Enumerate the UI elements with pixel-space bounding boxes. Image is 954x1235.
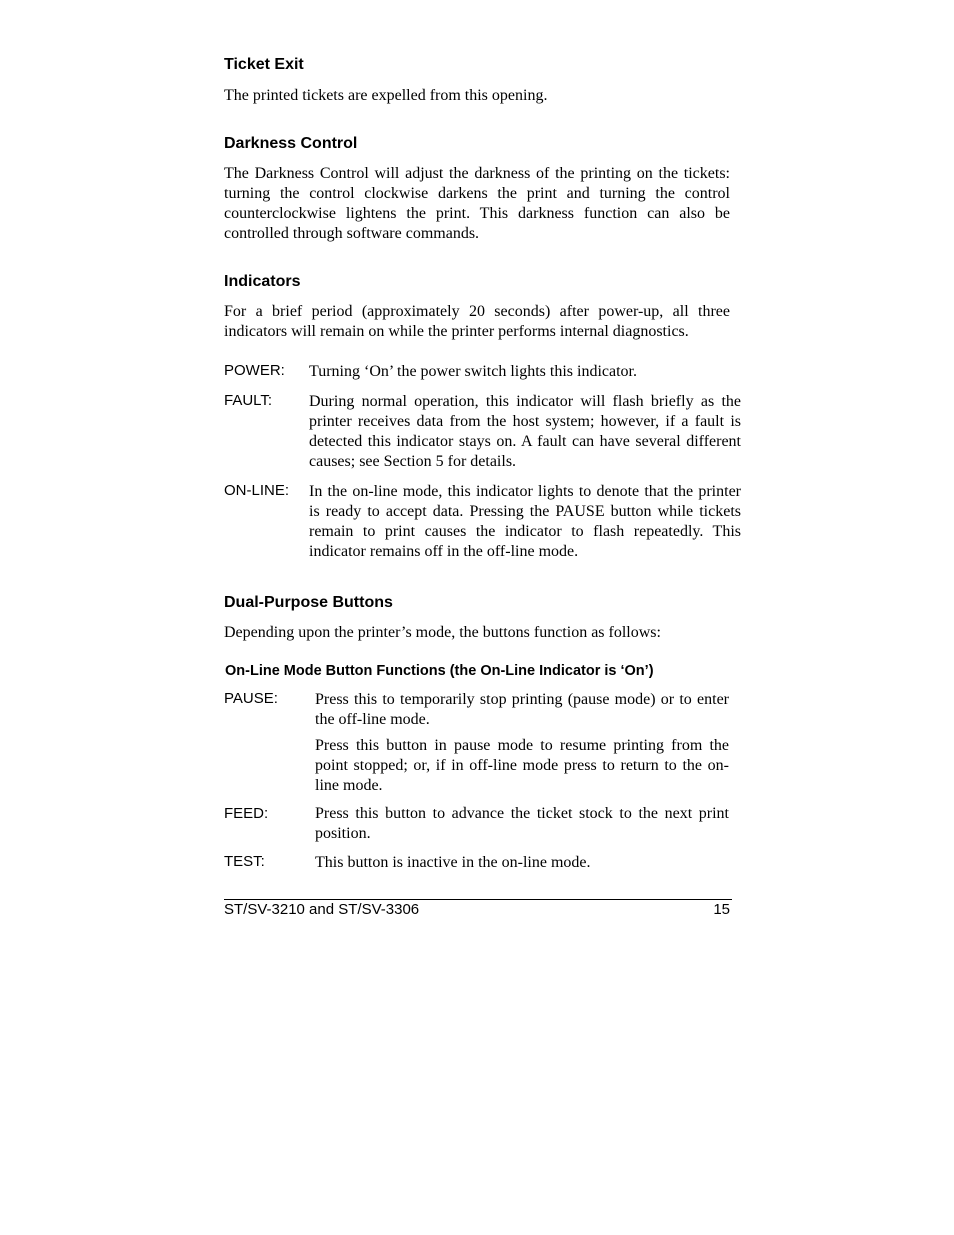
- heading-darkness-control: Darkness Control: [224, 135, 358, 152]
- subheading-online-mode: On-Line Mode Button Functions (the On-Line Indicator is ‘On’): [225, 663, 654, 679]
- paragraph-dual-purpose-buttons: Depending upon the printer’s mode, the buttons function as follows:: [224, 624, 661, 641]
- paragraph-ticket-exit: The printed tickets are expelled from this opening.: [224, 87, 548, 104]
- button-desc-test: This button is inactive in the on-line mode.: [315, 854, 591, 871]
- indicator-term-power: POWER:: [224, 362, 285, 379]
- indicator-desc-power: Turning ‘On’ the power switch lights this indicator.: [309, 363, 637, 380]
- button-desc-feed: Press this button to advance the ticket stock to the next print position.: [315, 805, 729, 842]
- paragraph-darkness-control: The Darkness Control will adjust the darkness of the printing on the tickets: turning the control clockwise darkens the print and turning the control counterclockwise lightens the print. This darkness function can also be controlled through software commands.: [224, 165, 730, 242]
- indicator-term-online: ON-LINE:: [224, 482, 290, 499]
- indicator-desc-online: In the on-line mode, this indicator lights to denote that the printer is ready to accept data. Pressing the PAUSE button while tickets remain to print causes the indicator to flash repeatedly. This indicator remains off in the off-line mode.: [309, 483, 741, 560]
- button-desc-pause-2: Press this button in pause mode to resume printing from the point stopped; or, if in off-line mode press to return to the on-line mode.: [315, 737, 729, 794]
- button-term-feed: FEED:: [224, 805, 269, 822]
- heading-ticket-exit: Ticket Exit: [224, 56, 304, 73]
- heading-dual-purpose-buttons: Dual-Purpose Buttons: [224, 594, 393, 611]
- button-term-pause: PAUSE:: [224, 690, 278, 707]
- paragraph-indicators: For a brief period (approximately 20 seconds) after power-up, all three indicators will remain on while the printer performs internal diagnostics.: [224, 303, 730, 340]
- button-desc-pause: Press this to temporarily stop printing (pause mode) or to enter the off-line mode.: [315, 691, 729, 728]
- indicator-desc-fault: During normal operation, this indicator will flash briefly as the printer receives data from the host system; however, if a fault is detected this indicator stays on. A fault can have several different causes; see Section 5 for details.: [309, 393, 741, 470]
- footer-title: ST/SV-3210 and ST/SV-3306: [224, 901, 420, 918]
- heading-indicators: Indicators: [224, 273, 301, 290]
- indicator-term-fault: FAULT:: [224, 392, 273, 409]
- page-number: 15: [713, 901, 730, 918]
- button-term-test: TEST:: [224, 853, 265, 870]
